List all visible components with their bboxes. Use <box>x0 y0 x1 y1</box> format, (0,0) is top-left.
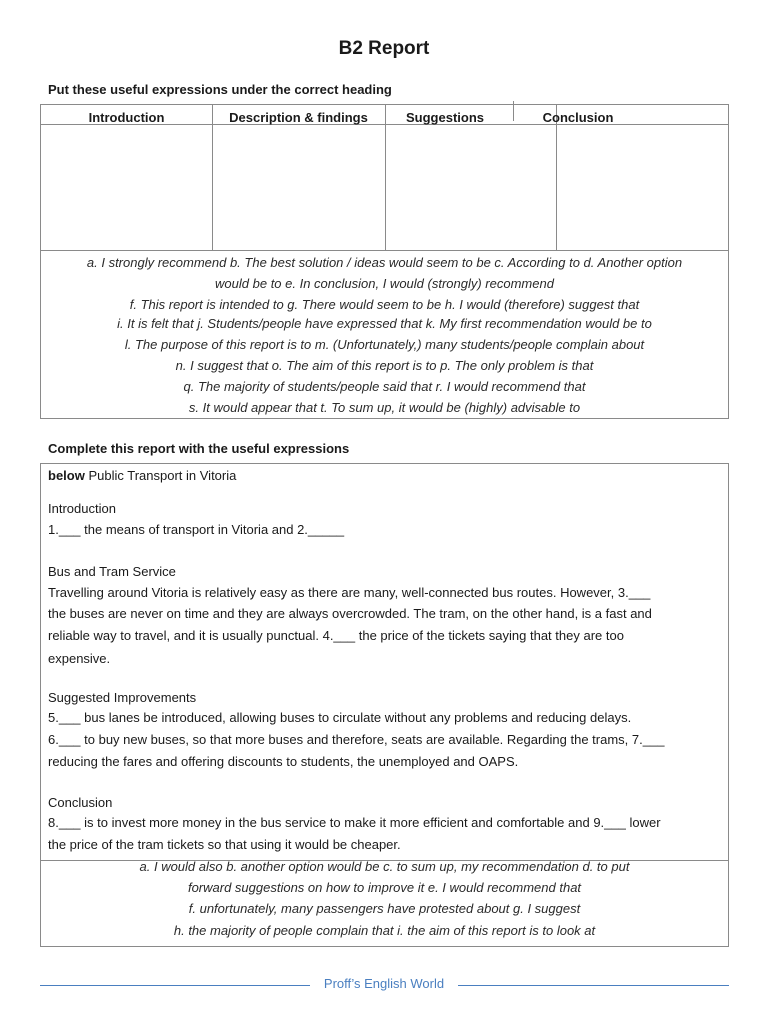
heading-cell-conclusion <box>516 105 640 251</box>
section-heading-bus-tram: Bus and Tram Service <box>48 564 176 579</box>
report-line: reducing the fares and offering discounts to students, the unemployed and OAPS. <box>48 754 519 769</box>
heading-cell-description <box>212 105 385 251</box>
section-heading-conclusion: Conclusion <box>48 795 113 810</box>
section-heading-introduction: Introduction <box>48 501 116 516</box>
options-line: h. the majority of people complain that i. the aim of this report is to look at <box>173 923 596 938</box>
heading-cell-introduction <box>41 105 212 251</box>
heading-conclusion: Conclusion <box>542 110 614 125</box>
report-title-line <box>48 468 720 483</box>
expressions-line: f. This report is intended to g. There would seem to be h. I would (therefore) suggest that <box>129 297 640 312</box>
heading-suggestions: Suggestions <box>405 110 484 125</box>
options-line: f. unfortunately, many passengers have protested about g. I suggest <box>188 901 581 916</box>
report-line: reliable way to travel, and it is usually punctual. 4.___ the price of the tickets saying that they are too <box>48 628 624 643</box>
footer-brand: Proff’s English World <box>323 976 445 991</box>
report-first-word: below <box>48 468 85 483</box>
expressions-line: i. It is felt that j. Students/people have expressed that k. My first recommendation would be to <box>117 316 652 331</box>
report-line: Travelling around Vitoria is relatively easy as there are many, well-connected bus routes. However, 3.___ <box>48 585 651 600</box>
report-line: expensive. <box>48 651 111 666</box>
report-box <box>40 463 729 947</box>
expressions-line: a. I strongly recommend b. The best solution / ideas would seem to be c. According to d. Another option <box>86 255 683 270</box>
headings-table <box>40 104 729 419</box>
expressions-line: n. I suggest that o. The aim of this report is to p. The only problem is that <box>175 358 594 373</box>
report-line: the price of the tram tickets so that using it would be cheaper. <box>48 837 401 852</box>
instruction-headings: Put these useful expressions under the correct heading <box>48 82 392 97</box>
page-title: B2 Report <box>338 38 430 59</box>
report-line: 5.___ bus lanes be introduced, allowing buses to circulate without any problems and reducing delays. <box>48 710 632 725</box>
heading-introduction: Introduction <box>88 110 165 125</box>
expressions-line: l. The purpose of this report is to m. (Unfortunately,) many students/people complain about <box>124 337 645 352</box>
report-line: 8.___ is to invest more money in the bus service to make it more efficient and comfortable and 9.___ lower <box>48 815 661 830</box>
report-line: 1.___ the means of transport in Vitoria and 2._____ <box>48 522 345 537</box>
instruction-complete: Complete this report with the useful expressions <box>48 441 350 456</box>
heading-description-findings: Description & findings <box>229 110 368 125</box>
expressions-line: would be to e. In conclusion, I would (strongly) recommend <box>215 276 554 291</box>
expressions-line: s. It would appear that t. To sum up, it would be (highly) advisable to <box>188 400 581 415</box>
heading-cell-suggestions <box>385 105 505 251</box>
column-divider <box>513 101 514 121</box>
columns-bottom-divider <box>41 250 728 251</box>
report-title: Public Transport in Vitoria <box>88 468 237 483</box>
options-line: forward suggestions on how to improve it e. I would recommend that <box>187 880 582 895</box>
options-line: a. I would also b. another option would be c. to sum up, my recommendation d. to put <box>139 859 630 874</box>
report-line: the buses are never on time and they are always overcrowded. The tram, on the other hand, is a fast and <box>48 606 652 621</box>
report-line: 6.___ to buy new buses, so that more buses and therefore, seats are available. Regarding the trams, 7.___ <box>48 732 665 747</box>
section-heading-improvements: Suggested Improvements <box>48 690 197 705</box>
expressions-line: q. The majority of students/people said that r. I would recommend that <box>183 379 586 394</box>
